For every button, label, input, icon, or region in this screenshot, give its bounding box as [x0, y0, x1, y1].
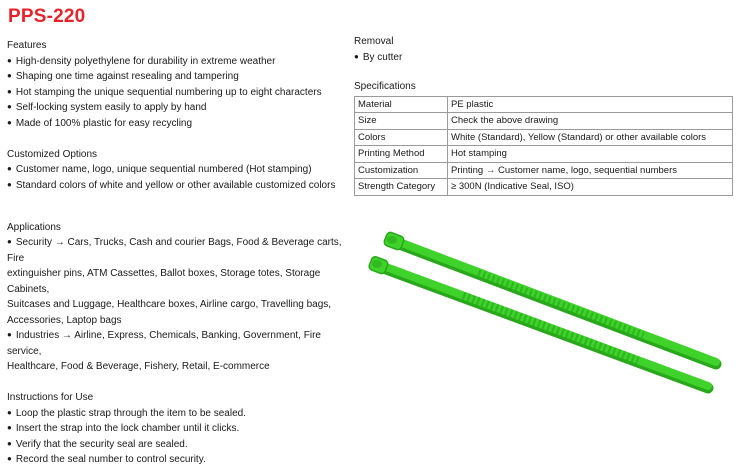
- table-row: [355, 129, 733, 146]
- table-row: [355, 146, 733, 163]
- applications-industries-line: Healthcare, Food & Beverage, Fishery, Retail, E-commerce: [7, 361, 270, 372]
- table-row: [355, 179, 733, 196]
- spec-value: Check the above drawing: [448, 113, 733, 130]
- spec-value: ≥ 300N (Indicative Seal, ISO): [448, 179, 733, 196]
- customized-item: ● Standard colors of white and yellow or other available customized colors: [7, 178, 355, 194]
- features-heading: Features: [7, 40, 47, 51]
- spec-key: Printing Method: [355, 146, 448, 163]
- instruction-item: ● Insert the strap into the lock chamber until it clicks.: [7, 421, 355, 437]
- customized-item: ● Customer name, logo, unique sequential numbered (Hot stamping): [7, 162, 355, 178]
- spec-value: White (Standard), Yellow (Standard) or other available colors: [448, 129, 733, 146]
- spec-key: Colors: [355, 129, 448, 146]
- instruction-item: ● Loop the plastic strap through the item to be sealed.: [7, 406, 355, 422]
- removal-item: ● By cutter: [354, 50, 734, 66]
- product-title: PPS-220: [8, 6, 86, 27]
- right-column: [354, 34, 734, 196]
- applications-security-line: ● Security → Cars, Trucks, Cash and courier Bags, Food & Beverage carts, Fire: [7, 235, 355, 266]
- feature-item: ● Hot stamping the unique sequential numbering up to eight characters: [7, 85, 355, 101]
- customized-heading: Customized Options: [7, 148, 98, 160]
- seal-straps-illustration: [368, 228, 728, 403]
- removal-heading: Removal: [354, 36, 394, 47]
- feature-item: ● Made of 100% plastic for easy recycling: [7, 116, 355, 132]
- table-row: [355, 96, 733, 113]
- spec-value: Hot stamping: [448, 146, 733, 163]
- spec-key: Size: [355, 113, 448, 130]
- spec-value: PE plastic: [448, 96, 733, 113]
- table-row: [355, 113, 733, 130]
- specifications-heading: Specifications: [354, 81, 416, 92]
- instructions-heading: Instructions for Use: [7, 392, 94, 403]
- applications-security-line: extinguisher pins, ATM Cassettes, Ballot boxes, Storage totes, Storage Cabinets,: [7, 268, 321, 295]
- spec-key: Customization: [355, 162, 448, 179]
- specifications-table: [354, 96, 733, 196]
- spec-key: Strength Category: [355, 179, 448, 196]
- left-column: [7, 38, 355, 468]
- instruction-item: ● Record the seal number to control security.: [7, 452, 355, 468]
- applications-industries-line: ● Industries → Airline, Express, Chemicals, Banking, Government, Fire service,: [7, 328, 355, 359]
- spec-key: Material: [355, 96, 448, 113]
- feature-item: ● Shaping one time against resealing and tampering: [7, 69, 355, 85]
- seal-strap: [368, 256, 708, 388]
- feature-item: ● High-density polyethylene for durability in extreme weather: [7, 54, 355, 70]
- applications-security-line: Suitcases and Luggage, Healthcare boxes, Airline cargo, Travelling bags,: [7, 299, 332, 310]
- applications-security-line: Accessories, Laptop bags: [7, 314, 122, 326]
- applications-heading: Applications: [7, 221, 61, 233]
- spec-value: Printing → Customer name, logo, sequential numbers: [448, 162, 733, 179]
- instruction-item: ● Verify that the security seal are sealed.: [7, 437, 355, 453]
- product-image: [368, 228, 728, 408]
- table-row: [355, 162, 733, 179]
- seal-strap: [383, 231, 716, 364]
- feature-item: ● Self-locking system easily to apply by hand: [7, 100, 355, 116]
